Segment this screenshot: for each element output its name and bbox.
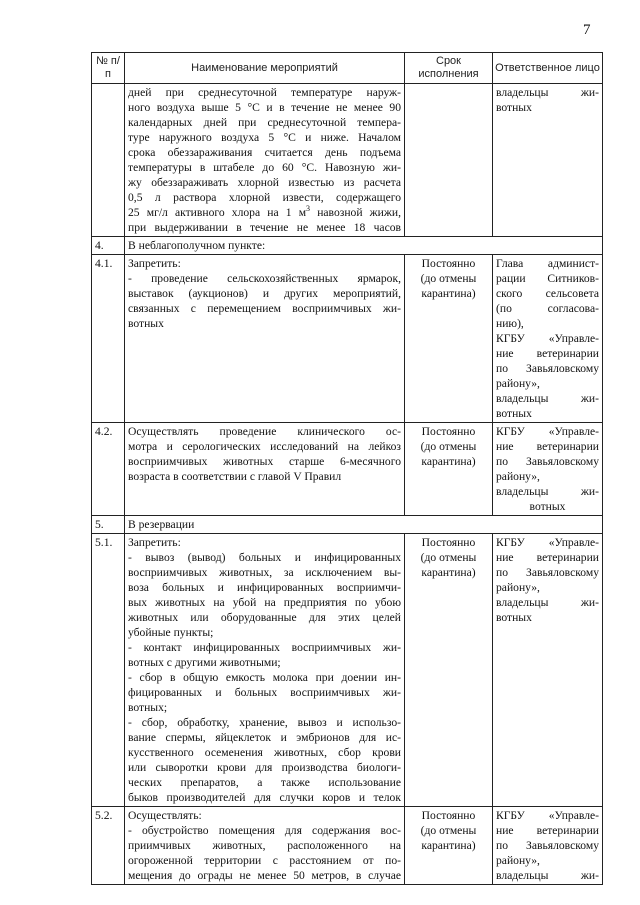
text-line: владельцы жи- bbox=[496, 485, 599, 498]
text-line: - вывоз (вывод) больных и инфицированных bbox=[128, 551, 401, 564]
section-number: 5. bbox=[92, 516, 125, 534]
text-line: карантина) bbox=[421, 455, 476, 468]
text-line: району», bbox=[496, 377, 540, 390]
text-line: вотных; bbox=[128, 701, 168, 714]
text-line: КГБУ «Управле- bbox=[496, 425, 599, 438]
text-line: при выдерживании в течение не менее 18 часов bbox=[128, 221, 401, 234]
text-line: (до отмены bbox=[420, 272, 477, 285]
row-number: 5.1. bbox=[92, 534, 125, 807]
text-line: вотных bbox=[496, 611, 532, 624]
text-line: карантина) bbox=[421, 566, 476, 579]
measure-text bbox=[125, 534, 405, 807]
text-line: вотных bbox=[496, 407, 532, 420]
header-term: Срок исполнения bbox=[405, 53, 493, 84]
superscript: 3 bbox=[306, 204, 311, 214]
row-number bbox=[92, 84, 125, 237]
text-line: вотных с другими животными; bbox=[128, 656, 281, 669]
text-line: фицированных и больных восприимчивых жи- bbox=[128, 686, 401, 699]
text-line: (до отмены bbox=[420, 440, 477, 453]
text-line: - проведение сельскохозяйственных ярмарок, bbox=[128, 272, 401, 285]
text-line: Постоянно bbox=[421, 425, 476, 438]
text-line: району», bbox=[496, 581, 540, 594]
text-line: приимчивых животных, расположенного на bbox=[128, 839, 401, 852]
measure-text bbox=[125, 84, 405, 237]
text-line: Постоянно bbox=[421, 536, 476, 549]
term-cell bbox=[405, 84, 493, 237]
text-line: району», bbox=[496, 854, 540, 867]
page-number: 7 bbox=[583, 22, 591, 38]
text-line: туре наружного воздуха 5 °С и ниже. Началом bbox=[128, 131, 401, 144]
text-line: вотных bbox=[529, 500, 566, 513]
text-line: - контакт инфицированных восприимчивых жи- bbox=[128, 641, 401, 654]
measures-table bbox=[91, 52, 603, 885]
text-line: связанных с перемещением восприимчивых жи- bbox=[128, 302, 401, 315]
section-number: 4. bbox=[92, 237, 125, 255]
text-line: ние ветеринарии bbox=[496, 551, 599, 564]
responsible-cell bbox=[493, 423, 603, 516]
text-line: ние ветеринарии bbox=[496, 440, 599, 453]
text-line: ного воздуха выше 5 °С и в течение не менее 90 bbox=[128, 101, 401, 114]
responsible-cell bbox=[493, 807, 603, 885]
text-line: владельцы жи- bbox=[496, 869, 599, 882]
text-line: ние ветеринарии bbox=[496, 347, 599, 360]
header-num: № п/п bbox=[92, 53, 125, 84]
text-line: вых животных на убой на предприятия по убою bbox=[128, 596, 401, 609]
text-line: нию), bbox=[496, 317, 524, 330]
table-row bbox=[92, 534, 603, 807]
text-line: быков производителей для случки коров и телок bbox=[128, 791, 401, 804]
item-heading: Запретить: bbox=[128, 536, 181, 549]
term-cell bbox=[405, 807, 493, 885]
table-row bbox=[92, 423, 603, 516]
responsible-cell bbox=[493, 534, 603, 807]
term-cell bbox=[405, 255, 493, 423]
text-line: Осуществлять проведение клинического ос- bbox=[128, 425, 401, 438]
text-line: воза больных и инфицированных восприимчи- bbox=[128, 581, 401, 594]
text-line: (до отмены bbox=[420, 824, 477, 837]
text-line: восприимчивых животных, за исключением вы- bbox=[128, 566, 401, 579]
text-line: - сбор в общую емкость молока при доении ин- bbox=[128, 671, 401, 684]
text-line: району», bbox=[496, 470, 540, 483]
table-row bbox=[92, 807, 603, 885]
text-line: Постоянно bbox=[421, 809, 476, 822]
text-line: владельцы жи- bbox=[496, 392, 599, 405]
text-line: кусственного осеменения животных, сбор крови bbox=[128, 746, 401, 759]
section-title: В неблагополучном пункте: bbox=[125, 237, 603, 255]
text-fragment: навозной жижи, bbox=[310, 206, 402, 219]
text-line: жу обеззараживать хлорной известью из расчета bbox=[128, 176, 401, 189]
text-line: владельцы жи- bbox=[496, 86, 599, 99]
text-line: рации Ситников- bbox=[496, 272, 599, 285]
text-line: по Завьяловскому bbox=[496, 362, 599, 375]
term-cell bbox=[405, 423, 493, 516]
row-number: 4.1. bbox=[92, 255, 125, 423]
text-line: владельцы жи- bbox=[496, 596, 599, 609]
text-line: убойные пункты; bbox=[128, 626, 214, 639]
table-header-row bbox=[92, 53, 603, 84]
measure-text bbox=[125, 423, 405, 516]
text-line: Глава админист- bbox=[496, 257, 599, 270]
text-line: температуры в штабеле до 60 °С. Навозную жи- bbox=[128, 161, 401, 174]
text-fragment: 25 мг/л активного хлора на 1 м bbox=[128, 206, 307, 219]
text-line: мотра и серологических исследований на лейкоз bbox=[128, 440, 401, 453]
text-line: дней при среднесуточной температуре наруж- bbox=[128, 86, 401, 99]
text-line: КГБУ «Управле- bbox=[496, 332, 599, 345]
section-row bbox=[92, 237, 603, 255]
text-line: огороженной территории с расстоянием от по- bbox=[128, 854, 401, 867]
section-title: В резервации bbox=[125, 516, 603, 534]
text-line: по Завьяловскому bbox=[496, 839, 599, 852]
text-line: Постоянно bbox=[421, 257, 476, 270]
header-name: Наименование мероприятий bbox=[125, 53, 405, 84]
text-line: (по согласова- bbox=[496, 302, 599, 315]
text-line: по Завьяловскому bbox=[496, 566, 599, 579]
text-line: животных или оборудованные для этих целей bbox=[128, 611, 401, 624]
text-line: возраста в соответствии с главой V Правил bbox=[128, 470, 342, 483]
responsible-cell bbox=[493, 255, 603, 423]
measure-text bbox=[125, 807, 405, 885]
text-line: ческих препаратов, а также использование bbox=[128, 776, 401, 789]
text-line: карантина) bbox=[421, 287, 476, 300]
text-line: - сбор, обработку, хранение, вывоз и использо- bbox=[128, 716, 401, 729]
text-line: вотных bbox=[496, 101, 532, 114]
text-line: КГБУ «Управле- bbox=[496, 809, 599, 822]
text-line: по Завьяловскому bbox=[496, 455, 599, 468]
text-line: ского сельсовета bbox=[496, 287, 599, 300]
text-line: восприимчивых животных старше 6-месячного bbox=[128, 455, 401, 468]
text-line: вание спермы, яйцеклеток и эмбрионов для ис- bbox=[128, 731, 401, 744]
text-line: (до отмены bbox=[420, 551, 477, 564]
text-line: КГБУ «Управле- bbox=[496, 536, 599, 549]
text-line bbox=[128, 205, 401, 220]
text-line: ние ветеринарии bbox=[496, 824, 599, 837]
section-row bbox=[92, 516, 603, 534]
table-row bbox=[92, 84, 603, 237]
text-line: срока обеззараживания считается день подъема bbox=[128, 146, 401, 159]
text-line: или сыворотки крови для производства биологи- bbox=[128, 761, 401, 774]
text-line: вотных bbox=[128, 317, 164, 330]
text-line: 0,5 л раствора хлорной извести, содержащего bbox=[128, 191, 401, 204]
table-row bbox=[92, 255, 603, 423]
header-resp: Ответственное лицо bbox=[493, 53, 603, 84]
row-number: 4.2. bbox=[92, 423, 125, 516]
text-line: карантина) bbox=[421, 839, 476, 852]
responsible-cell bbox=[493, 84, 603, 237]
text-line: - обустройство помещения для содержания вос- bbox=[128, 824, 401, 837]
row-number: 5.2. bbox=[92, 807, 125, 885]
term-cell bbox=[405, 534, 493, 807]
item-heading: Запретить: bbox=[128, 257, 181, 270]
item-heading: Осуществлять: bbox=[128, 809, 202, 822]
text-line: выставок (аукционов) и других мероприятий, bbox=[128, 287, 401, 300]
measure-text bbox=[125, 255, 405, 423]
text-line: мещения до ограды не менее 50 метров, в случае bbox=[128, 869, 401, 882]
text-line: календарных дней при среднесуточной темпера- bbox=[128, 116, 401, 129]
